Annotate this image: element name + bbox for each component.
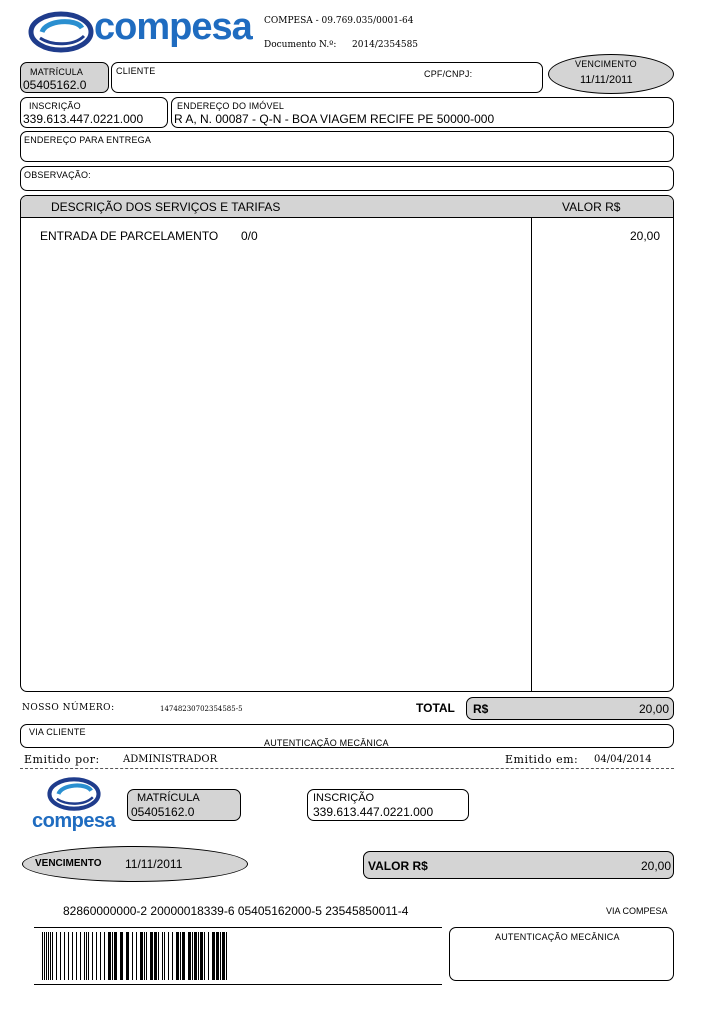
barcode-bar	[162, 932, 163, 980]
barcode-bar	[80, 932, 81, 980]
barcode-bar	[44, 932, 45, 980]
service-valor: 20,00	[629, 229, 660, 243]
matricula-box	[20, 62, 109, 93]
barcode-bar	[180, 932, 181, 980]
inscricao-box	[20, 97, 168, 128]
barcode-bar	[208, 932, 209, 980]
barcode-bar	[198, 932, 199, 980]
endereco-imovel-label: ENDEREÇO DO IMÓVEL	[177, 101, 285, 111]
barcode-bar	[200, 932, 203, 980]
stub-inscricao-value: 339.613.447.0221.000	[313, 805, 434, 819]
emitido-em-value: 04/04/2014	[594, 754, 652, 765]
barcode-bar	[182, 932, 185, 980]
inscricao-value: 339.613.447.0221.000	[23, 112, 144, 126]
barcode-bar	[84, 932, 85, 980]
barcode-bar	[48, 932, 49, 980]
barcode-bar	[108, 932, 111, 980]
stub-logo	[30, 776, 120, 836]
barcode-bar	[164, 932, 165, 980]
barcode-bar	[64, 932, 65, 980]
observacao-label: OBSERVAÇÃO:	[24, 170, 91, 180]
barcode-bar	[50, 932, 51, 980]
emitido-por-label: Emitido por:	[24, 753, 100, 766]
company-logo	[28, 6, 264, 56]
barcode-bar	[120, 932, 123, 980]
barcode-bar	[158, 932, 159, 980]
stub-matricula-label: MATRÍCULA	[137, 792, 200, 804]
barcode-bar	[52, 932, 53, 980]
barcode-bar	[42, 932, 43, 980]
observacao-box	[20, 166, 674, 191]
barcode-bar	[112, 932, 113, 980]
barcode-bar	[226, 932, 227, 980]
barcode-digits: 82860000000-2 20000018339-6 05405162000-5 23545850011-4	[63, 904, 409, 918]
nosso-numero-label: NOSSO NÚMERO:	[22, 703, 115, 713]
service-row	[21, 229, 673, 245]
stub-auth-box	[449, 927, 674, 981]
emitido-em-label: Emitido em:	[505, 753, 579, 766]
via-cliente-box	[20, 724, 674, 748]
barcode-bar	[126, 932, 129, 980]
via-compesa: VIA COMPESA	[606, 906, 668, 916]
endereco-entrega-label: ENDEREÇO PARA ENTREGA	[24, 135, 152, 145]
barcode-bar	[60, 932, 61, 980]
barcode-bar	[88, 932, 89, 980]
barcode-bar	[144, 932, 145, 980]
barcode-bar	[104, 932, 105, 980]
total-currency: R$	[473, 702, 489, 716]
matricula-label: MATRÍCULA	[30, 67, 84, 77]
vencimento-label: VENCIMENTO	[575, 59, 637, 69]
barcode-bar	[172, 932, 173, 980]
stub-inscricao-label: INSCRIÇÃO	[313, 792, 375, 804]
barcode-bar	[114, 932, 117, 980]
services-table	[20, 195, 674, 692]
stub-valor-label: VALOR R$	[368, 859, 428, 873]
stub-brand-name: compesa	[32, 810, 116, 832]
cpf-label: CPF/CNPJ:	[424, 69, 473, 79]
barcode-frame	[34, 927, 442, 985]
barcode-bar	[56, 932, 57, 980]
cut-line	[20, 768, 674, 769]
via-cliente-auth: AUTENTICAÇÃO MECÂNICA	[264, 738, 389, 748]
barcode-bar	[222, 932, 225, 980]
barcode-bar	[176, 932, 179, 980]
total-label: TOTAL	[416, 701, 455, 715]
barcode-bar	[220, 932, 221, 980]
barcode-bar	[46, 932, 47, 980]
nosso-numero-value: 14748230702354585-5	[160, 705, 243, 713]
services-header-valor: VALOR R$	[562, 200, 621, 214]
services-divider	[531, 217, 532, 692]
logo-swirl-icon	[28, 10, 94, 54]
stub-auth-label: AUTENTICAÇÃO MECÂNICA	[495, 932, 620, 942]
stub-matricula-box	[127, 789, 241, 821]
services-header-desc: DESCRIÇÃO DOS SERVIÇOS E TARIFAS	[51, 200, 281, 214]
barcode-bar	[168, 932, 169, 980]
company-line: COMPESA - 09.769.035/0001-64	[264, 16, 414, 26]
barcode-bar	[204, 932, 205, 980]
barcode-bar	[194, 932, 197, 980]
barcode-bar	[188, 932, 191, 980]
stub-logo-swirl-icon	[44, 776, 104, 812]
barcode	[38, 932, 438, 980]
barcode-bar	[68, 932, 69, 980]
barcode-bar	[96, 932, 97, 980]
service-desc: ENTRADA DE PARCELAMENTO	[40, 229, 219, 243]
barcode-bar	[154, 932, 157, 980]
cliente-label: CLIENTE	[116, 66, 156, 76]
stub-valor-box	[363, 851, 674, 879]
barcode-bar	[86, 932, 87, 980]
stub-vencimento-value: 11/11/2011	[125, 857, 183, 871]
barcode-bar	[216, 932, 219, 980]
document-label: Documento N.º:	[264, 40, 337, 50]
barcode-bar	[212, 932, 215, 980]
emitido-por-value: ADMINISTRADOR	[123, 754, 218, 765]
barcode-bar	[192, 932, 193, 980]
endereco-imovel-value: R A, N. 00087 - Q-N - BOA VIAGEM RECIFE PE 50000-000	[174, 112, 495, 126]
total-box	[466, 697, 674, 720]
barcode-bar	[72, 932, 73, 980]
barcode-bar	[100, 932, 101, 980]
barcode-bar	[150, 932, 153, 980]
barcode-bar	[140, 932, 143, 980]
barcode-bar	[76, 932, 77, 980]
brand-name: compesa	[94, 6, 252, 48]
stub-vencimento-box	[22, 846, 248, 882]
matricula-value: 05405162.0	[23, 78, 87, 92]
stub-vencimento-label: VENCIMENTO	[35, 858, 102, 869]
services-header	[21, 196, 673, 218]
endereco-imovel-box	[171, 97, 674, 128]
document-number: 2014/2354585	[352, 40, 419, 50]
vencimento-value: 11/11/2011	[580, 74, 633, 86]
endereco-entrega-box	[20, 131, 674, 162]
cliente-box	[111, 62, 543, 93]
vencimento-box	[548, 54, 674, 94]
barcode-bar	[132, 932, 133, 980]
total-value: 20,00	[638, 702, 669, 716]
stub-valor-value: 20,00	[640, 859, 671, 873]
stub-inscricao-box	[307, 789, 469, 821]
barcode-bar	[146, 932, 147, 980]
inscricao-label: INSCRIÇÃO	[29, 101, 81, 111]
via-cliente-label: VIA CLIENTE	[29, 727, 86, 737]
service-ref: 0/0	[241, 229, 258, 243]
barcode-bar	[136, 932, 137, 980]
barcode-bar	[92, 932, 93, 980]
stub-matricula-value: 05405162.0	[131, 805, 195, 819]
